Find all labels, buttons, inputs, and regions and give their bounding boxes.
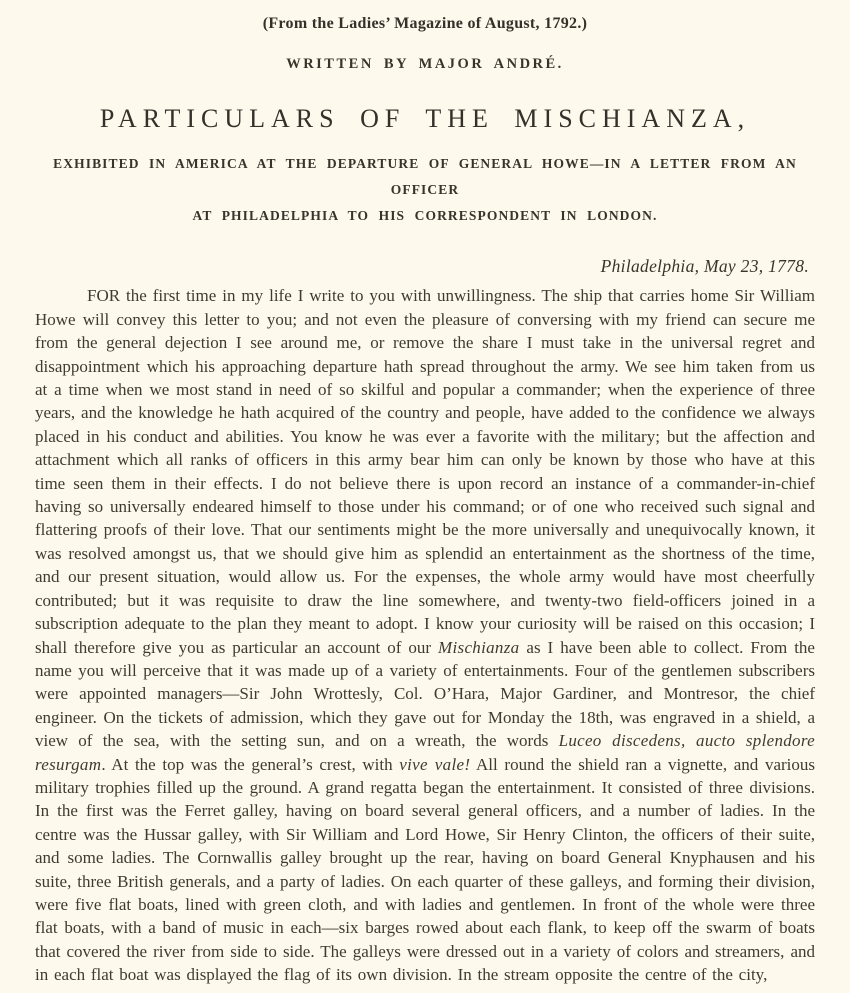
byline: WRITTEN BY MAJOR ANDRÉ. [286, 56, 564, 72]
paragraph-segment: as I have been able to collect. From the name you will perceive that it was made up of a variety of entertainments. Four of the gentlemen subscribers were appointed managers—Sir John Wrottesly, Col. O’Hara, Major Gardiner, and Montresor, the chief engineer. On the tickets of admission, which they gave out for Monday the 18th, was engraved in a shield, a view of the sea, with the setting sun, and on a wreath, the words [35, 637, 815, 751]
letter-body-paragraph [35, 284, 815, 986]
letter-dateline: Philadelphia, May 23, 1778. [600, 256, 809, 277]
paragraph-segment: FOR the first time in my life I write to you with unwillingness. The ship that carries home Sir William Howe will convey this letter to you; and not even the pleasure of conversing with my friend can secure me from the general dejection I see around me, or remove the share I must take in the universal regret and disappointment which his approaching departure hath spread throughout the army. We see him taken from us at a time when we most stand in need of so skilful and popular a commander; when the experience of three years, and the knowledge he hath acquired of the country and people, have added to the confidence we always placed in his conduct and abilities. You know he was ever a favorite with the military; but the affection and attachment which all ranks of officers in this army bear him can only be known by those who have at this time seen them in their effects. I do not believe there is upon record an instance of a commander-in-chief having so universally endeared himself to those under his command; or of one who received such signal and flattering proofs of their love. That our sentiments might be the more universally and unequivocally known, it was resolved amongst us, that we should give him as splendid an entertainment as the shortness of the time, and our present situation, would allow us. For the expenses, the whole army would have most cheerfully contributed; but it was requisite to draw the line somewhere, and twenty-two field-officers joined in a subscription adequate to the plan they meant to adopt. I know your curiosity will be raised on this occasion; I shall therefore give you as particular an account of our [35, 286, 815, 657]
article-title: PARTICULARS OF THE MISCHIANZA, [99, 104, 751, 133]
subtitle-line-1: EXHIBITED IN AMERICA AT THE DEPARTURE OF GENERAL HOWE—IN A LETTER FROM AN OFFICER [53, 156, 797, 198]
paragraph-segment: vive vale! [399, 754, 471, 774]
subtitle-line-2: AT PHILADELPHIA TO HIS CORRESPONDENT IN LONDON. [192, 208, 658, 224]
paragraph-segment: Mischianza [438, 637, 520, 657]
paragraph-segment: All round the shield ran a vignette, and various military trophies filled up the ground. A grand regatta began the entertainment. It consisted of three divisions. In the first was the Ferret galley, having on board several general officers, and a number of ladies. In the centre was the Hussar galley, with Sir William and Lord Howe, Sir Henry Clinton, the officers of their suite, and some ladies. The Cornwallis galley brought up the rear, having on board General Knyphausen and his suite, three British generals, and a party of ladies. On each quarter of these galleys, and forming their division, were five flat boats, lined with green cloth, and with ladies and gentlemen. In front of the whole were three flat boats, with a band of music in each—six barges rowed about each flank, to keep off the swarm of boats that covered the river from side to side. The galleys were dressed out in a variety of colors and streamers, and in each flat boat was displayed the flag of its own division. In the stream opposite the centre of the city, [35, 754, 815, 985]
source-attribution: (From the Ladies’ Magazine of August, 1792.) [262, 15, 588, 32]
paragraph-segment: . At the top was the general’s crest, with [101, 754, 400, 774]
paragraph-segment: Luceo discedens, aucto splendore resurgam [35, 731, 815, 774]
article-subtitle [35, 151, 815, 229]
